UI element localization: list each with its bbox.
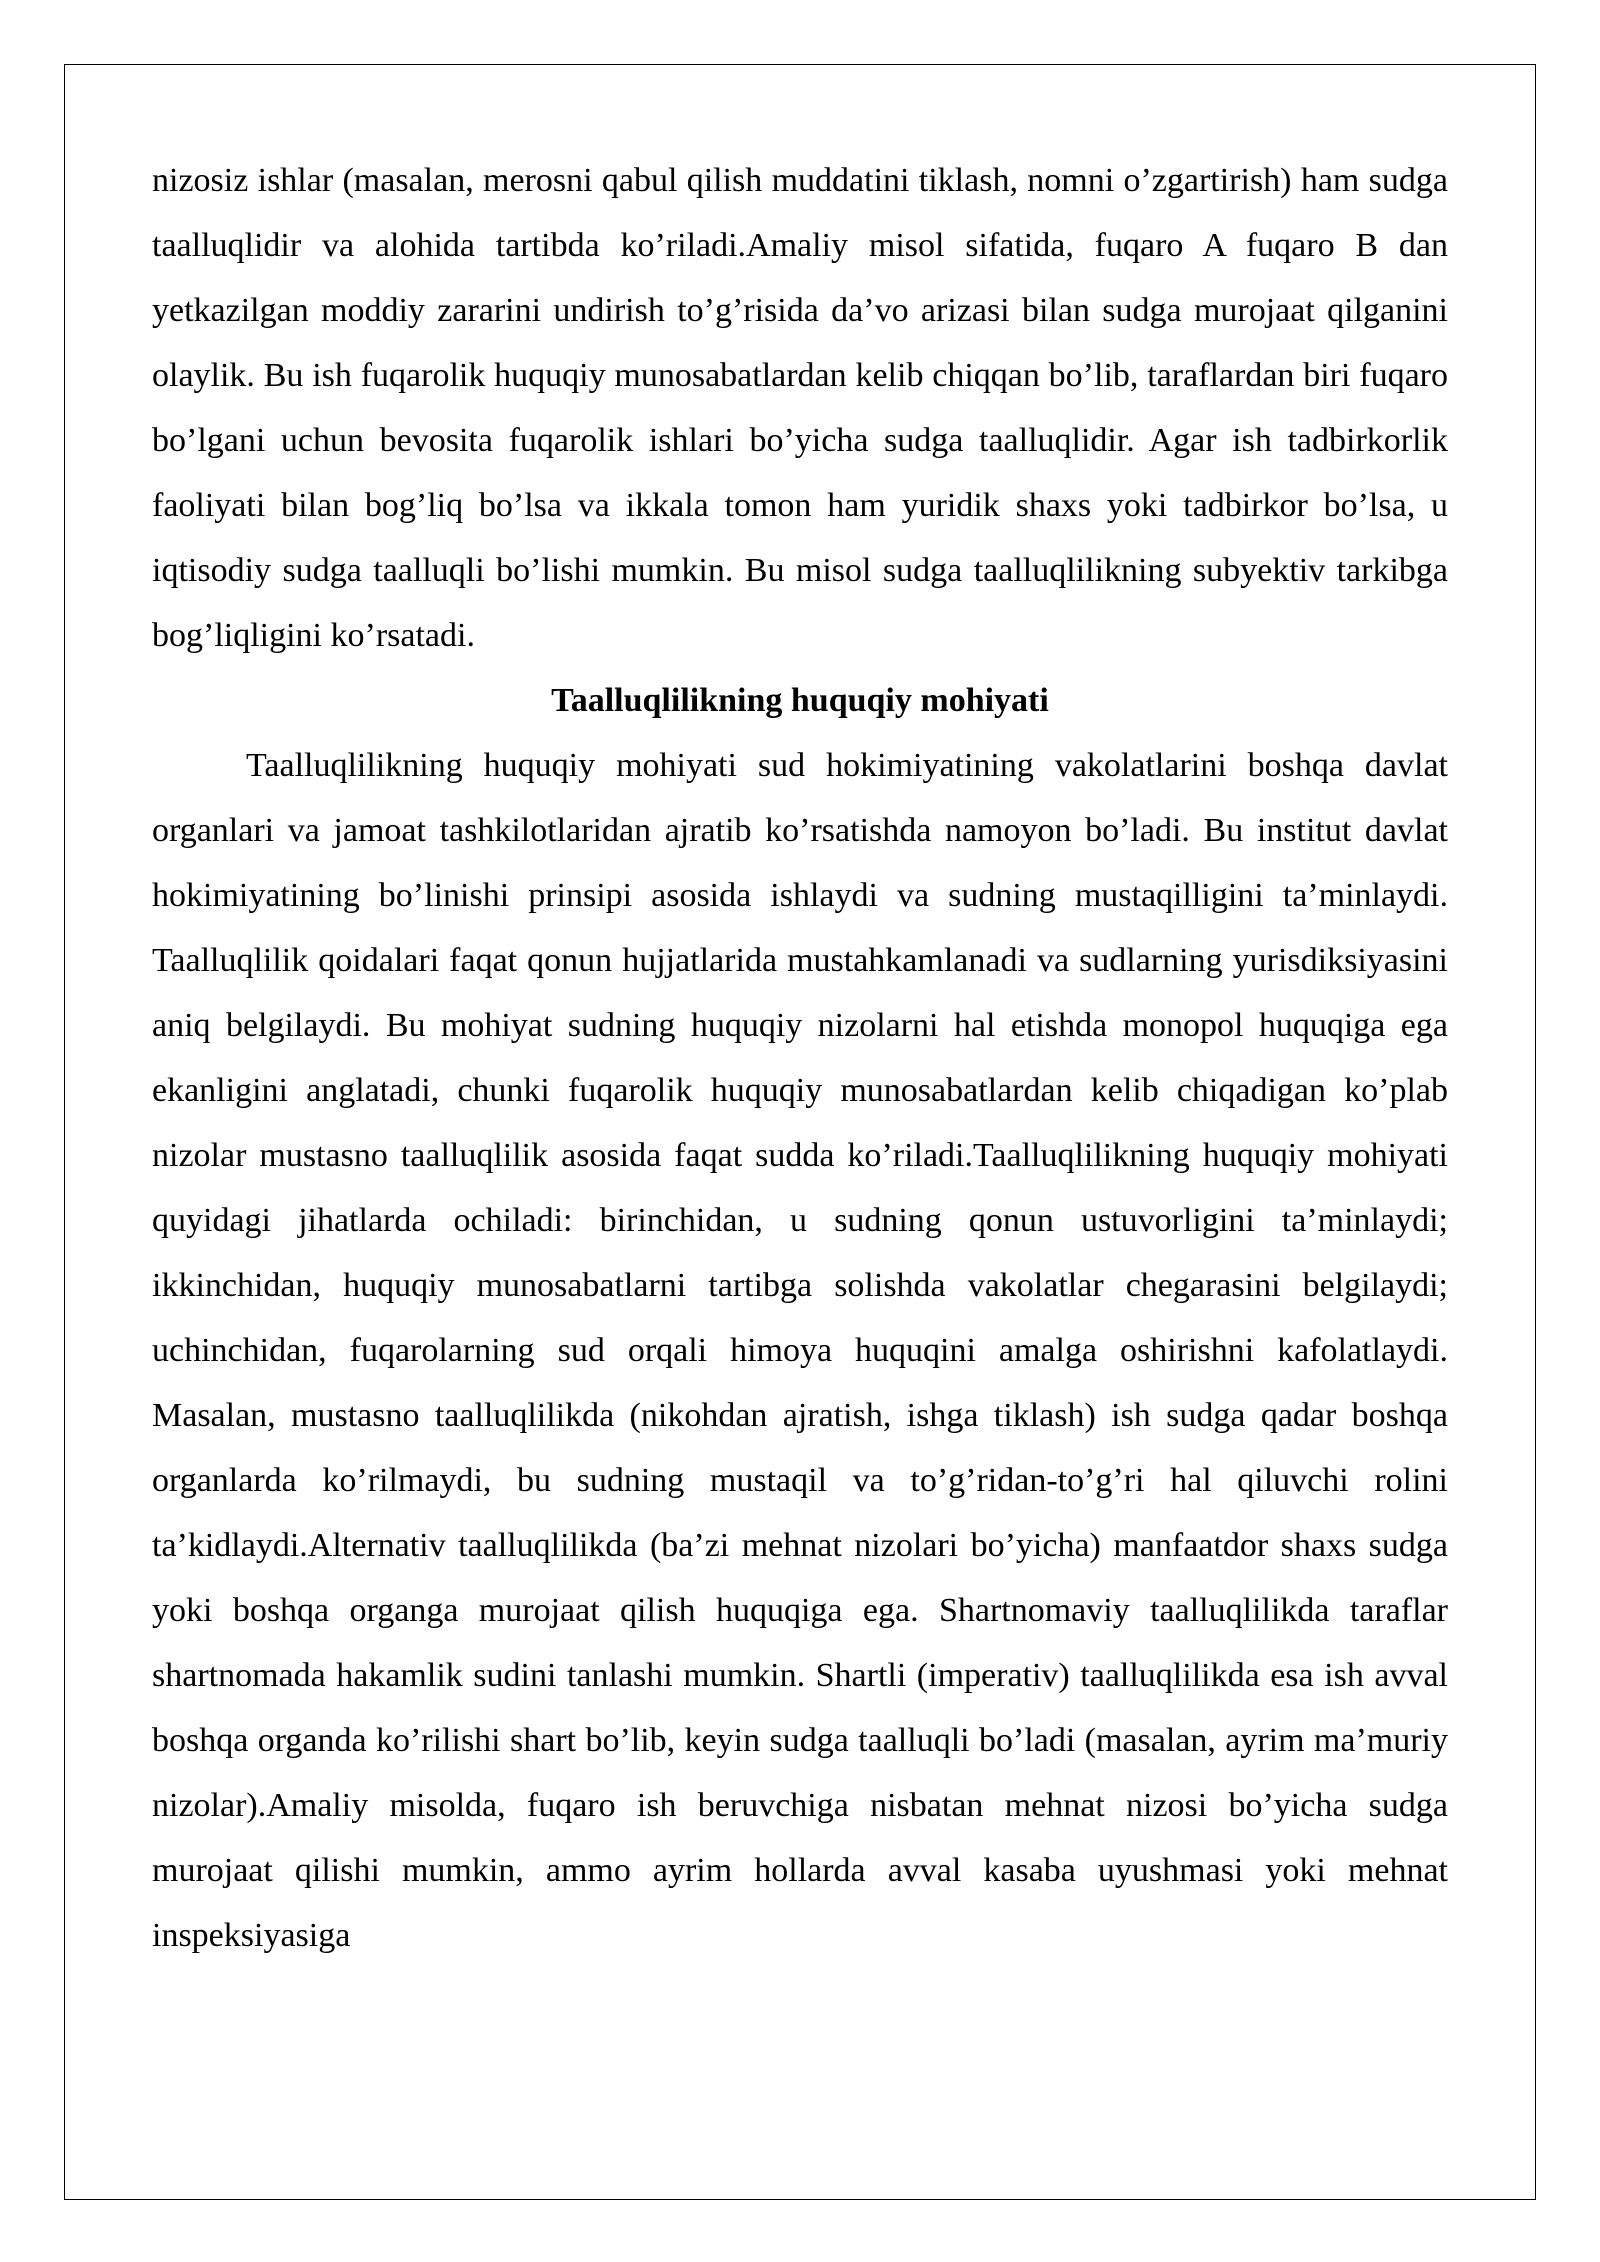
paragraph-continuation: nizosiz ishlar (masalan, merosni qabul qilish muddatini tiklash, nomni o’zgartirish) ham sudga taalluqlidir va alohida tartibda ko’riladi.Amaliy misol sifatida, fuqaro A fuqaro B dan yetkazilgan moddiy zararini undirish to’g’risida da’vo arizasi bilan sudga murojaat qilganini olaylik. Bu ish fuqarolik huquqiy munosabatlardan kelib chiqqan bo’lib, taraflardan biri fuqaro bo’lgani uchun bevosita fuqarolik ishlari bo’yicha sudga taalluqlidir. Agar ish tadbirkorlik faoliyati bilan bog’liq bo’lsa va ikkala tomon ham yuridik shaxs yoki tadbirkor bo’lsa, u iqtisodiy sudga taalluqli bo’lishi mumkin. Bu misol sudga taalluqlilikning subyektiv tarkibga bog’liqligini ko’rsatadi.: [152, 162, 1448, 654]
document-body: [152, 148, 1448, 1968]
section-heading: Taalluqlilikning huquqiy mohiyati: [551, 682, 1049, 719]
paragraph-legal-essence: Taalluqlilikning huquqiy mohiyati sud hokimiyatining vakolatlarini boshqa davlat organlari va jamoat tashkilotlaridan ajratib ko’rsatishda namoyon bo’ladi. Bu institut davlat hokimiyatining bo’linishi prinsipi asosida ishlaydi va sudning mustaqilligini ta’minlaydi. Taalluqlilik qoidalari faqat qonun hujjatlarida mustahkamlanadi va sudlarning yurisdiksiyasini aniq belgilaydi. Bu mohiyat sudning huquqiy nizolarni hal etishda monopol huquqiga ega ekanligini anglatadi, chunki fuqarolik huquqiy munosabatlardan kelib chiqadigan ko’plab nizolar mustasno taalluqlilik asosida faqat sudda ko’riladi.Taalluqlilikning huquqiy mohiyati quyidagi jihatlarda ochiladi: birinchidan, u sudning qonun ustuvorligini ta’minlaydi; ikkinchidan, huquqiy munosabatlarni tartibga solishda vakolatlar chegarasini belgilaydi; uchinchidan, fuqarolarning sud orqali himoya huquqini amalga oshirishni kafolatlaydi. Masalan, mustasno taalluqlilikda (nikohdan ajratish, ishga tiklash) ish sudga qadar boshqa organlarda ko’rilmaydi, bu sudning mustaqil va to’g’ridan-to’g’ri hal qiluvchi rolini ta’kidlaydi.Alternativ taalluqlilikda (ba’zi mehnat nizolari bo’yicha) manfaatdor shaxs sudga yoki boshqa organga murojaat qilish huquqiga ega. Shartnomaviy taalluqlilikda taraflar shartnomada hakamlik sudini tanlashi mumkin. Shartli (imperativ) taalluqlilikda esa ish avval boshqa organda ko’rilishi shart bo’lib, keyin sudga taalluqli bo’ladi (masalan, ayrim ma’muriy nizolar).Amaliy misolda, fuqaro ish beruvchiga nisbatan mehnat nizosi bo’yicha sudga murojaat qilishi mumkin, ammo ayrim hollarda avval kasaba uyushmasi yoki mehnat inspeksiyasiga: [152, 747, 1448, 1954]
